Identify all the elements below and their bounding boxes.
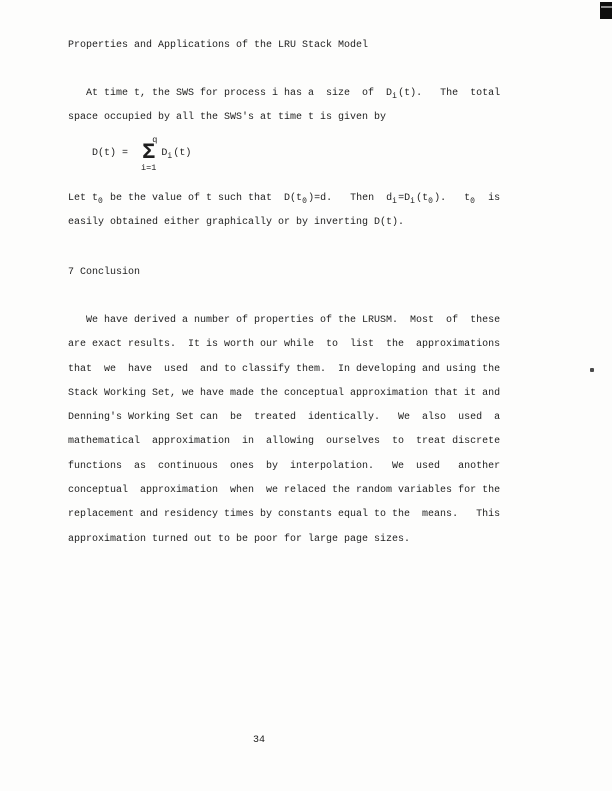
subscript: 0 xyxy=(302,197,307,206)
paragraph-conclusion xyxy=(68,309,500,552)
text-line: replacement and residency times by constants equal to the means. This xyxy=(68,509,501,521)
text-line: Let $t_0$ be the value of t such that $D(t_0)=d$. Then $d_i=D_i(t_0)$. $t_0$ is xyxy=(68,193,501,206)
sigma-icon: Σ xyxy=(142,140,156,165)
equation-total-space xyxy=(92,134,191,174)
section-heading-conclusion: 7 Conclusion xyxy=(68,267,141,278)
equation-term xyxy=(161,134,191,174)
text-line: mathematical approximation in allowing ourselves to treat discrete xyxy=(68,436,501,448)
subscript: i xyxy=(392,92,397,101)
text-line: are exact results. It is worth our while to list the approximations xyxy=(68,339,501,351)
term-subscript: i xyxy=(167,152,173,161)
subscript: 0 xyxy=(470,197,475,206)
text-line: approximation turned out to be poor for large page sizes. xyxy=(68,533,411,545)
text-line: At time t, the SWS for process i has a size of $D_i(t)$. The total xyxy=(68,88,501,101)
text-line: that we have used and to classify them. In developing and using the xyxy=(68,363,501,375)
text-line: functions as continuous ones by interpolation. We used another xyxy=(68,460,501,472)
subscript: i xyxy=(392,197,397,206)
subscript: i xyxy=(410,197,415,206)
running-header: Properties and Applications of the LRU Stack Model xyxy=(68,40,369,51)
paragraph-t0-inversion xyxy=(68,187,500,236)
text-line: Stack Working Set, we have made the conceptual approximation that it and xyxy=(68,387,501,399)
page-number: 34 xyxy=(253,735,266,746)
text-line: We have derived a number of properties of the LRUSM. Most of these xyxy=(68,315,501,326)
scan-artifact-stripe xyxy=(601,6,612,8)
equation-lhs: D(t) = xyxy=(92,148,135,159)
scan-artifact-corner xyxy=(600,2,612,19)
text-line: Denning's Working Set can be treated identically. We also used a xyxy=(68,412,501,424)
subscript: 0 xyxy=(98,197,103,206)
term-base: D xyxy=(161,148,168,159)
subscript: 0 xyxy=(428,197,433,206)
summation-upper-limit: q xyxy=(152,135,158,145)
text-line: space occupied by all the SWS's at time t is given by xyxy=(68,112,387,124)
summation-lower-limit: i=1 xyxy=(141,163,157,173)
term-args: (t) xyxy=(173,148,192,159)
text-line: conceptual approximation when we relaced the random variables for the xyxy=(68,485,501,497)
scan-artifact-speck xyxy=(590,368,594,372)
paragraph-sws-size xyxy=(68,82,500,131)
text-line: easily obtained either graphically or by inverting D(t). xyxy=(68,217,405,229)
summation-symbol xyxy=(141,136,156,172)
